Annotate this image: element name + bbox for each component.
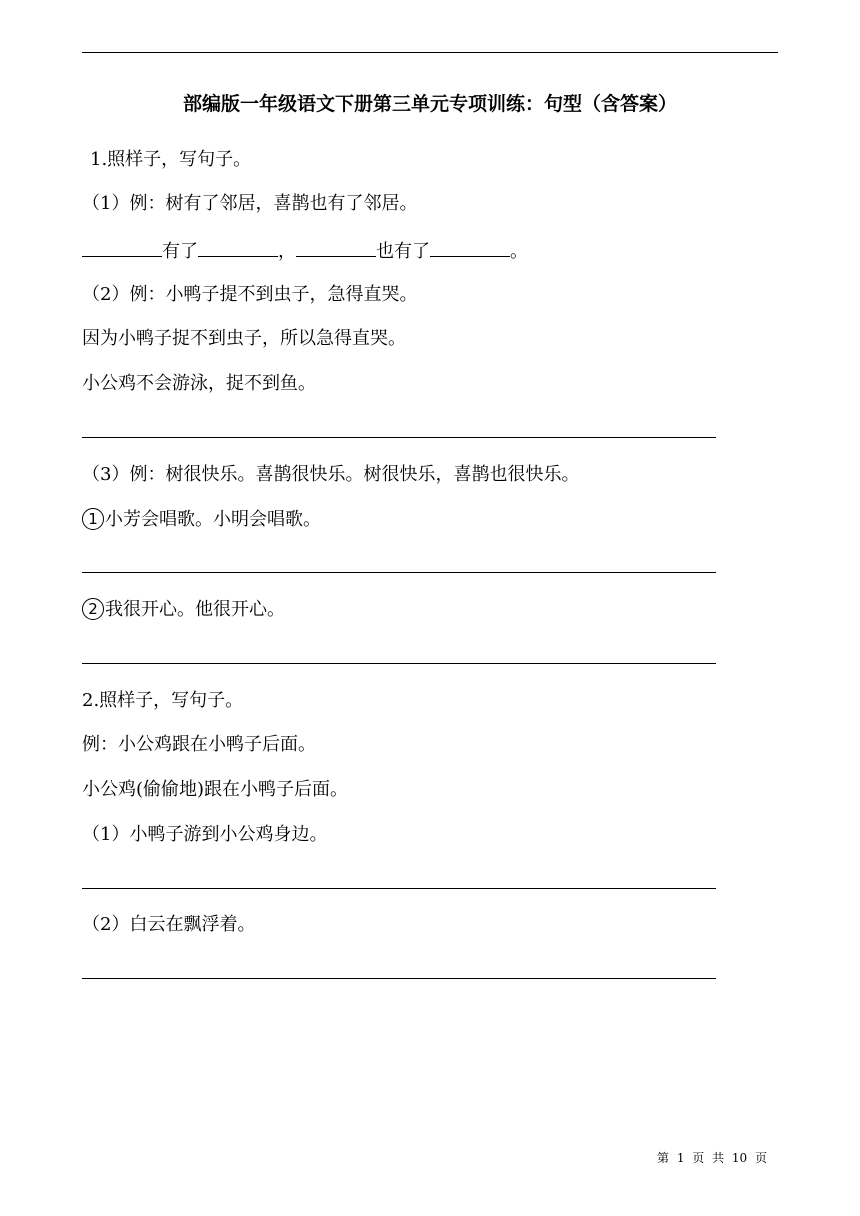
fill-blank[interactable] xyxy=(296,236,376,257)
fill-blank[interactable] xyxy=(198,236,278,257)
circled-number-1: 1 xyxy=(82,508,104,530)
q2-model: 小公鸡(偷偷地)跟在小鸭子后面。 xyxy=(82,779,349,800)
circled-number-2: 2 xyxy=(82,598,104,620)
q2-example: 例：小公鸡跟在小鸭子后面。 xyxy=(82,734,316,755)
fill-text: 也有了 xyxy=(376,241,430,262)
q2-heading: 2.照样子，写句子。 xyxy=(82,690,244,711)
q1-part3-example: （3）例：树很快乐。喜鹊很快乐。树很快乐，喜鹊也很快乐。 xyxy=(82,464,580,485)
fill-text: 。 xyxy=(510,241,528,262)
page-footer: 第 1 页 共 10 页 xyxy=(657,1151,767,1165)
q1-part3-item2-text: 我很开心。他很开心。 xyxy=(105,599,285,620)
fill-text: ， xyxy=(278,241,296,262)
page-title: 部编版一年级语文下册第三单元专项训练：句型（含答案） xyxy=(182,93,677,115)
q1-part3-item1-text: 小芳会唱歌。小明会唱歌。 xyxy=(105,509,321,530)
answer-line[interactable] xyxy=(82,572,716,573)
q2-item2: （2）白云在飘浮着。 xyxy=(82,914,256,935)
q1-heading: 1.照样子，写句子。 xyxy=(90,149,252,170)
q1-part2-prompt: 小公鸡不会游泳，捉不到鱼。 xyxy=(82,373,316,394)
q1-part3-item1 xyxy=(82,506,321,534)
q1-part3-item2 xyxy=(82,596,285,624)
fill-text: 有了 xyxy=(162,241,198,262)
fill-blank[interactable] xyxy=(430,236,510,257)
answer-line[interactable] xyxy=(82,888,716,889)
q1-part2-model: 因为小鸭子捉不到虫子，所以急得直哭。 xyxy=(82,328,406,349)
q2-item1: （1）小鸭子游到小公鸡身边。 xyxy=(82,824,328,845)
answer-line[interactable] xyxy=(82,437,716,438)
answer-line[interactable] xyxy=(82,978,716,979)
q1-part2-example: （2）例：小鸭子提不到虫子，急得直哭。 xyxy=(82,284,418,305)
answer-line[interactable] xyxy=(82,663,716,664)
q1-part1-fill-row xyxy=(82,236,528,266)
header-rule xyxy=(82,52,778,53)
q1-part1-example: （1）例：树有了邻居，喜鹊也有了邻居。 xyxy=(82,193,418,214)
fill-blank[interactable] xyxy=(82,236,162,257)
